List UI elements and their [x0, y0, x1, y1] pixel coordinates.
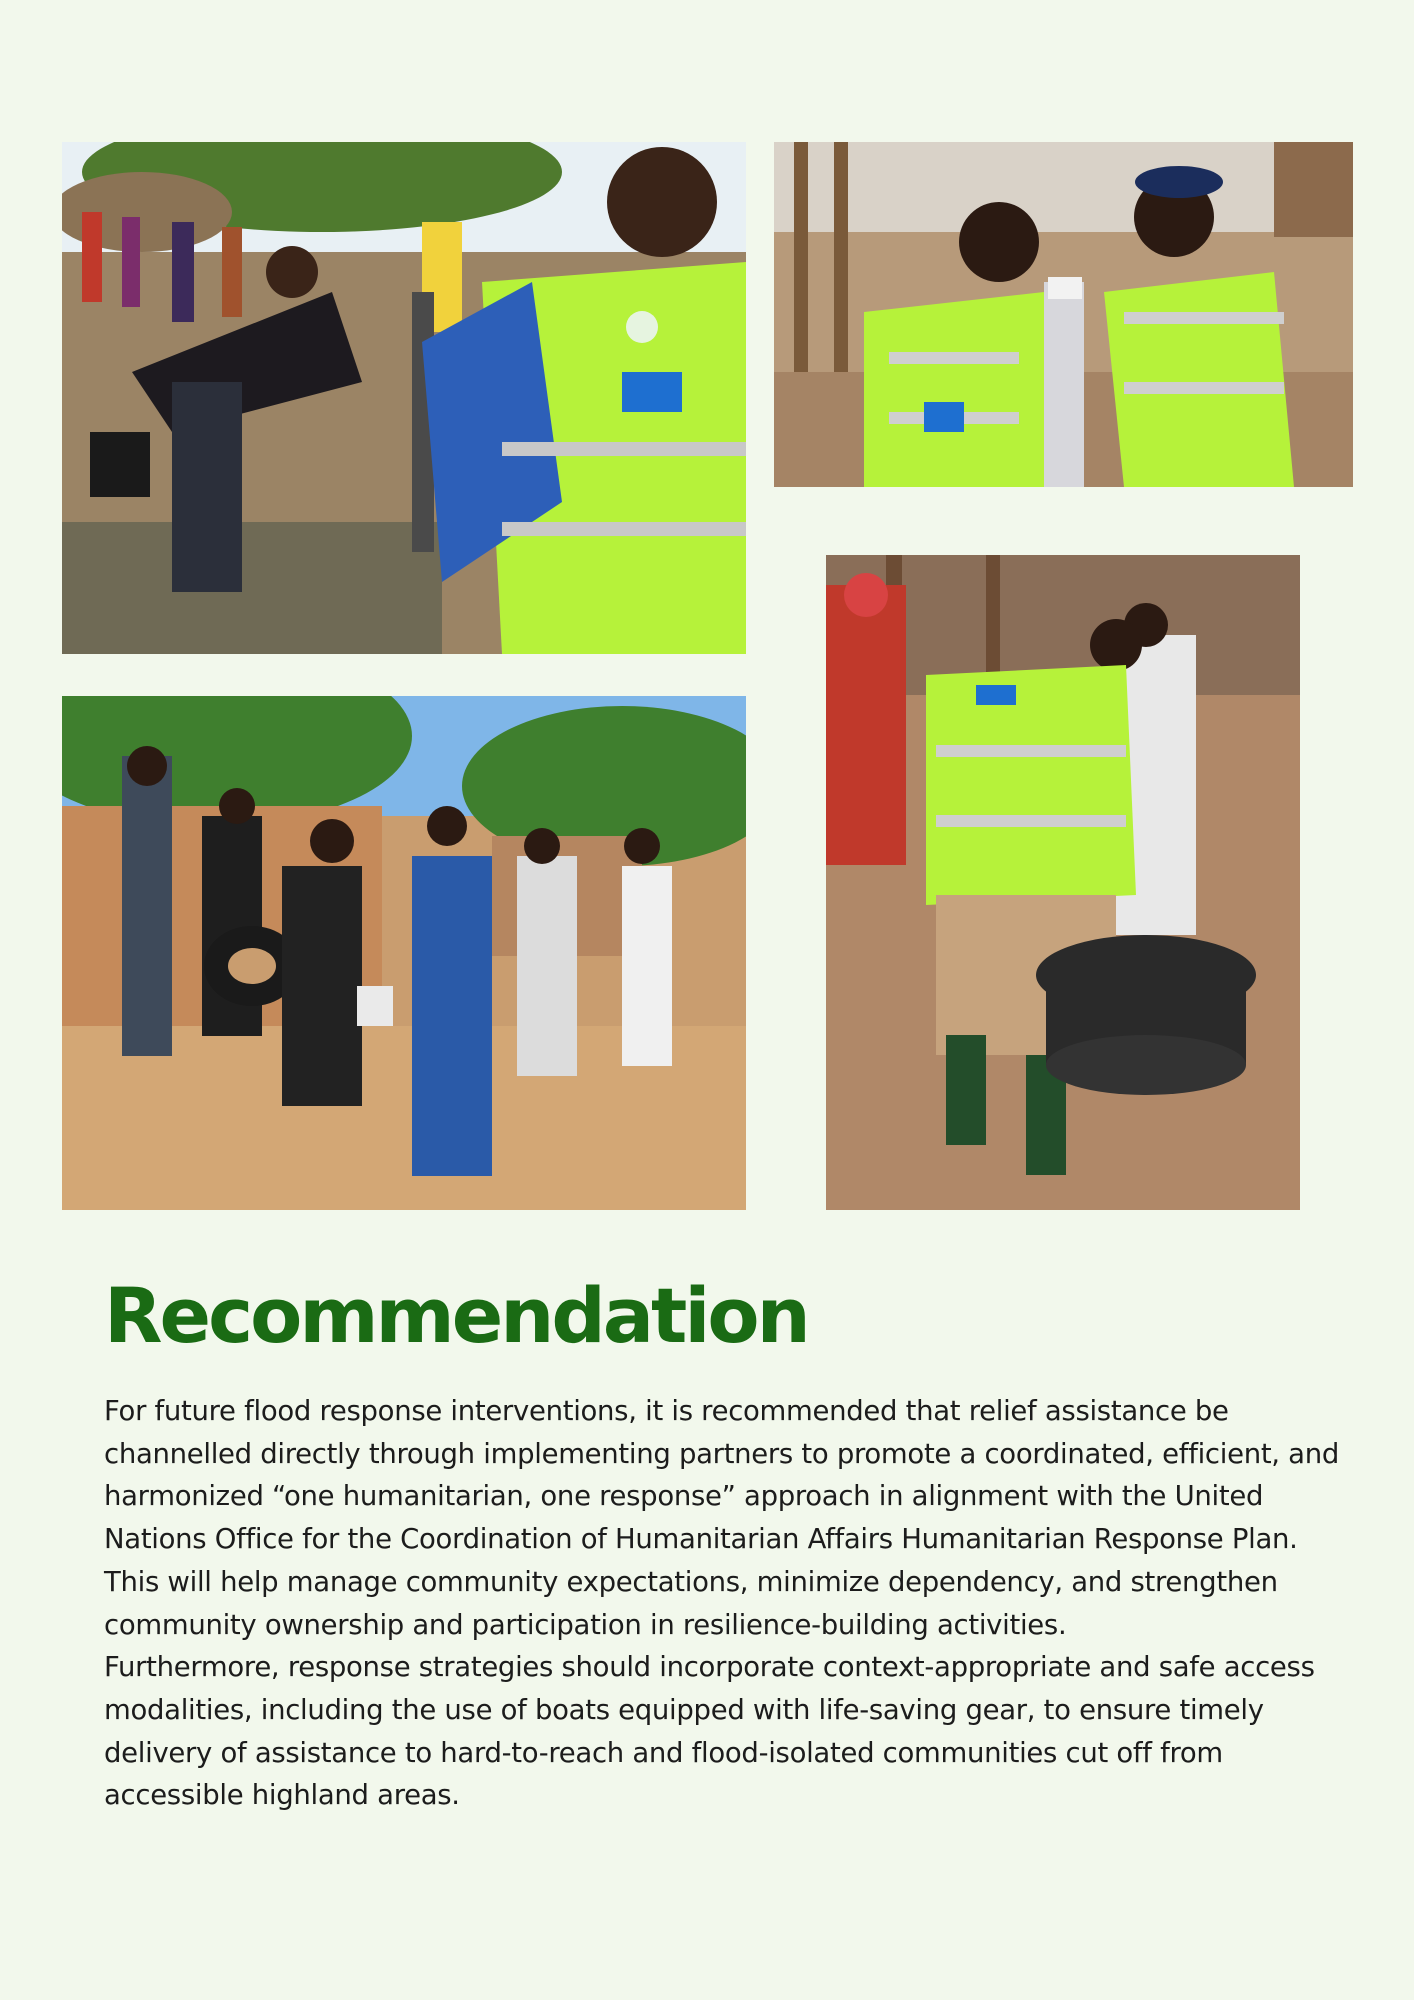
photo-community-group-at-pump — [62, 696, 746, 1210]
recommendation-paragraph: For future flood response interventions, it is recommended that relief assistance be channelled directly through implementing partners to promote a coordinated, efficient, and harmonized “one humanitarian, one response” approach in alignment with the United Nations Office for the Coordination of Humanitarian Affairs Humanitarian Response Plan. This will help manage community expectations, minimize dependency, and strengthen community ownership and participation in resilience-building activities. — [104, 1395, 1340, 1641]
section-heading: Recommendation — [104, 1271, 808, 1360]
photo-vest-worker-at-basin — [826, 555, 1300, 1210]
photo-handpump-inspection — [62, 142, 746, 654]
photo-vest-workers-photographing — [774, 142, 1353, 487]
recommendation-paragraph: Furthermore, response strategies should incorporate context-appropriate and safe access modalities, including the use of boats equipped with life-saving gear, to ensure timely delivery of assistance to hard-to-reach and flood-isolated communities cut off from accessible highland areas. — [104, 1651, 1315, 1812]
recommendation-body — [104, 1390, 1344, 1817]
